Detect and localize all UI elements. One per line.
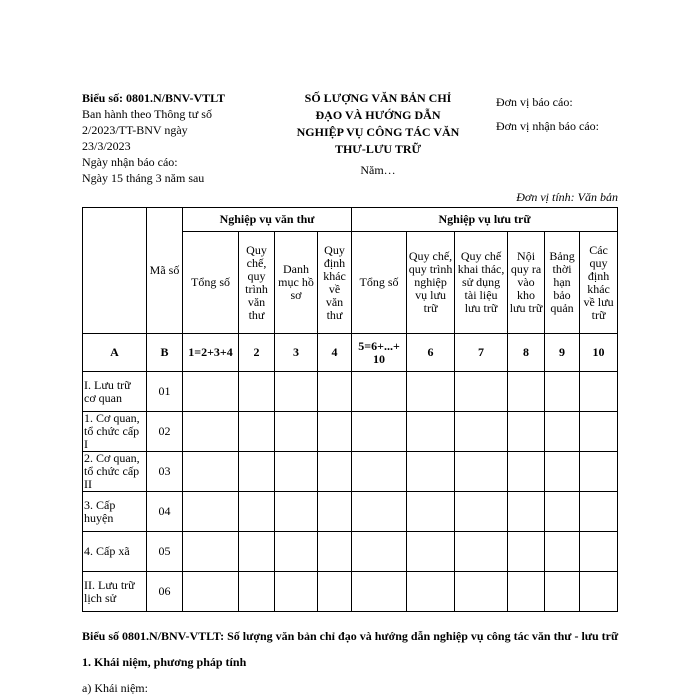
section-heading: 1. Khái niệm, phương pháp tính — [82, 655, 247, 669]
row-code: 01 — [147, 372, 183, 412]
table-row — [83, 572, 618, 612]
sub-header-3: Danh mục hồ sơ — [275, 232, 318, 334]
report-year: Năm… — [360, 163, 396, 177]
row-code: 04 — [147, 492, 183, 532]
table-row — [83, 492, 618, 532]
sub-header-4: Quy định khác về văn thư — [318, 232, 352, 334]
value-cell[interactable] — [455, 532, 508, 572]
value-cell[interactable] — [183, 572, 239, 612]
title-line-3: NGHIỆP VỤ CÔNG TÁC VĂN — [296, 125, 460, 139]
index-cell: 4 — [318, 334, 352, 372]
index-cell: 7 — [455, 334, 508, 372]
sub-header-9: Bảng thời hạn bảo quản — [545, 232, 580, 334]
issued-line-3: 23/3/2023 — [82, 139, 131, 153]
code-header: Mã số — [147, 208, 183, 334]
explanation-block — [82, 628, 622, 696]
sub-header-2: Quy chế, quy trình văn thư — [239, 232, 275, 334]
value-cell[interactable] — [545, 412, 580, 452]
row-code: 05 — [147, 532, 183, 572]
value-cell[interactable] — [239, 412, 275, 452]
sub-header-8: Nội quy ra vào kho lưu trữ — [508, 232, 545, 334]
form-code: Biểu số: 0801.N/BNV-VTLT — [82, 91, 226, 105]
received-value: Ngày 15 tháng 3 năm sau — [82, 171, 205, 185]
value-cell[interactable] — [508, 372, 545, 412]
index-cell: 6 — [407, 334, 455, 372]
unit-note: Đơn vị tính: Văn bản — [516, 190, 618, 204]
issued-line-1: Ban hành theo Thông tư số — [82, 107, 212, 121]
row-code: 02 — [147, 412, 183, 452]
value-cell[interactable] — [318, 532, 352, 572]
sub-header-7: Quy chế khai thác, sử dụng tài liệu lưu trữ — [455, 232, 508, 334]
value-cell[interactable] — [239, 572, 275, 612]
value-cell[interactable] — [407, 412, 455, 452]
index-cell: 5=6+...+ 10 — [352, 334, 407, 372]
index-cell: 1=2+3+4 — [183, 334, 239, 372]
index-cell: B — [147, 334, 183, 372]
value-cell[interactable] — [183, 452, 239, 492]
sub-header-5: Tổng số — [352, 232, 407, 334]
value-cell[interactable] — [455, 492, 508, 532]
value-cell[interactable] — [318, 572, 352, 612]
value-cell[interactable] — [580, 412, 618, 452]
value-cell[interactable] — [508, 532, 545, 572]
row-code: 06 — [147, 572, 183, 612]
subsection-heading: a) Khái niệm: — [82, 681, 148, 695]
issued-line-2: 2/2023/TT-BNV ngày — [82, 123, 188, 137]
index-row — [83, 334, 618, 372]
value-cell[interactable] — [275, 372, 318, 412]
value-cell[interactable] — [407, 572, 455, 612]
value-cell[interactable] — [352, 412, 407, 452]
value-cell[interactable] — [455, 372, 508, 412]
sub-header-1: Tổng số — [183, 232, 239, 334]
row-code: 03 — [147, 452, 183, 492]
value-cell[interactable] — [508, 492, 545, 532]
row-label: II. Lưu trữ lịch sử — [83, 572, 147, 612]
value-cell[interactable] — [407, 492, 455, 532]
value-cell[interactable] — [545, 372, 580, 412]
table-row — [83, 372, 618, 412]
value-cell[interactable] — [318, 412, 352, 452]
value-cell[interactable] — [455, 572, 508, 612]
sub-header-10: Các quy định khác về lưu trữ — [580, 232, 618, 334]
value-cell[interactable] — [318, 452, 352, 492]
header-right-block — [496, 90, 686, 138]
value-cell[interactable] — [352, 532, 407, 572]
value-cell[interactable] — [275, 412, 318, 452]
row-label: 3. Cấp huyện — [83, 492, 147, 532]
value-cell[interactable] — [183, 372, 239, 412]
value-cell[interactable] — [318, 372, 352, 412]
value-cell[interactable] — [508, 412, 545, 452]
receiving-unit-label: Đơn vị nhận báo cáo: — [496, 119, 599, 133]
value-cell[interactable] — [580, 492, 618, 532]
value-cell[interactable] — [545, 572, 580, 612]
value-cell[interactable] — [407, 372, 455, 412]
label-header-cell — [83, 208, 147, 334]
value-cell[interactable] — [407, 452, 455, 492]
explanation-title: Biểu số 0801.N/BNV-VTLT: Số lượng văn bản chỉ đạo và hướng dẫn nghiệp vụ công tác văn thư - lưu trữ — [82, 629, 619, 643]
value-cell[interactable] — [183, 492, 239, 532]
value-cell[interactable] — [508, 452, 545, 492]
title-line-2: ĐẠO VÀ HƯỚNG DẪN — [315, 108, 441, 122]
value-cell[interactable] — [352, 492, 407, 532]
row-label: 1. Cơ quan, tổ chức cấp I — [83, 412, 147, 452]
value-cell[interactable] — [352, 452, 407, 492]
value-cell[interactable] — [275, 532, 318, 572]
value-cell[interactable] — [275, 452, 318, 492]
value-cell[interactable] — [183, 412, 239, 452]
row-label: 4. Cấp xã — [83, 532, 147, 572]
value-cell[interactable] — [455, 452, 508, 492]
row-label: 2. Cơ quan, tổ chức cấp II — [83, 452, 147, 492]
value-cell[interactable] — [239, 492, 275, 532]
title-line-4: THƯ-LƯU TRỮ — [334, 142, 422, 156]
value-cell[interactable] — [508, 572, 545, 612]
group-header-archive: Nghiệp vụ lưu trữ — [352, 208, 618, 232]
value-cell[interactable] — [580, 572, 618, 612]
table-row — [83, 452, 618, 492]
value-cell[interactable] — [183, 532, 239, 572]
index-cell: A — [83, 334, 147, 372]
report-title-block — [278, 90, 478, 179]
value-cell[interactable] — [580, 452, 618, 492]
value-cell[interactable] — [455, 412, 508, 452]
value-cell[interactable] — [352, 572, 407, 612]
received-label: Ngày nhận báo cáo: — [82, 155, 178, 169]
header-left-block — [82, 90, 262, 186]
value-cell[interactable] — [407, 532, 455, 572]
group-header-admin: Nghiệp vụ văn thư — [183, 208, 352, 232]
value-cell[interactable] — [239, 532, 275, 572]
table-row — [83, 412, 618, 452]
value-cell[interactable] — [352, 372, 407, 412]
value-cell[interactable] — [275, 492, 318, 532]
index-cell: 2 — [239, 334, 275, 372]
index-cell: 8 — [508, 334, 545, 372]
sub-header-6: Quy chế, quy trình nghiệp vụ lưu trữ — [407, 232, 455, 334]
index-cell: 10 — [580, 334, 618, 372]
index-cell: 9 — [545, 334, 580, 372]
value-cell[interactable] — [545, 452, 580, 492]
value-cell[interactable] — [239, 372, 275, 412]
value-cell[interactable] — [275, 572, 318, 612]
value-cell[interactable] — [318, 492, 352, 532]
report-table — [82, 207, 618, 612]
row-label: I. Lưu trữ cơ quan — [83, 372, 147, 412]
table-row — [83, 532, 618, 572]
index-cell: 3 — [275, 334, 318, 372]
value-cell[interactable] — [545, 532, 580, 572]
value-cell[interactable] — [580, 532, 618, 572]
value-cell[interactable] — [239, 452, 275, 492]
reporting-unit-label: Đơn vị báo cáo: — [496, 95, 573, 109]
value-cell[interactable] — [545, 492, 580, 532]
title-line-1: SỐ LƯỢNG VĂN BẢN CHỈ — [304, 91, 452, 105]
value-cell[interactable] — [580, 372, 618, 412]
